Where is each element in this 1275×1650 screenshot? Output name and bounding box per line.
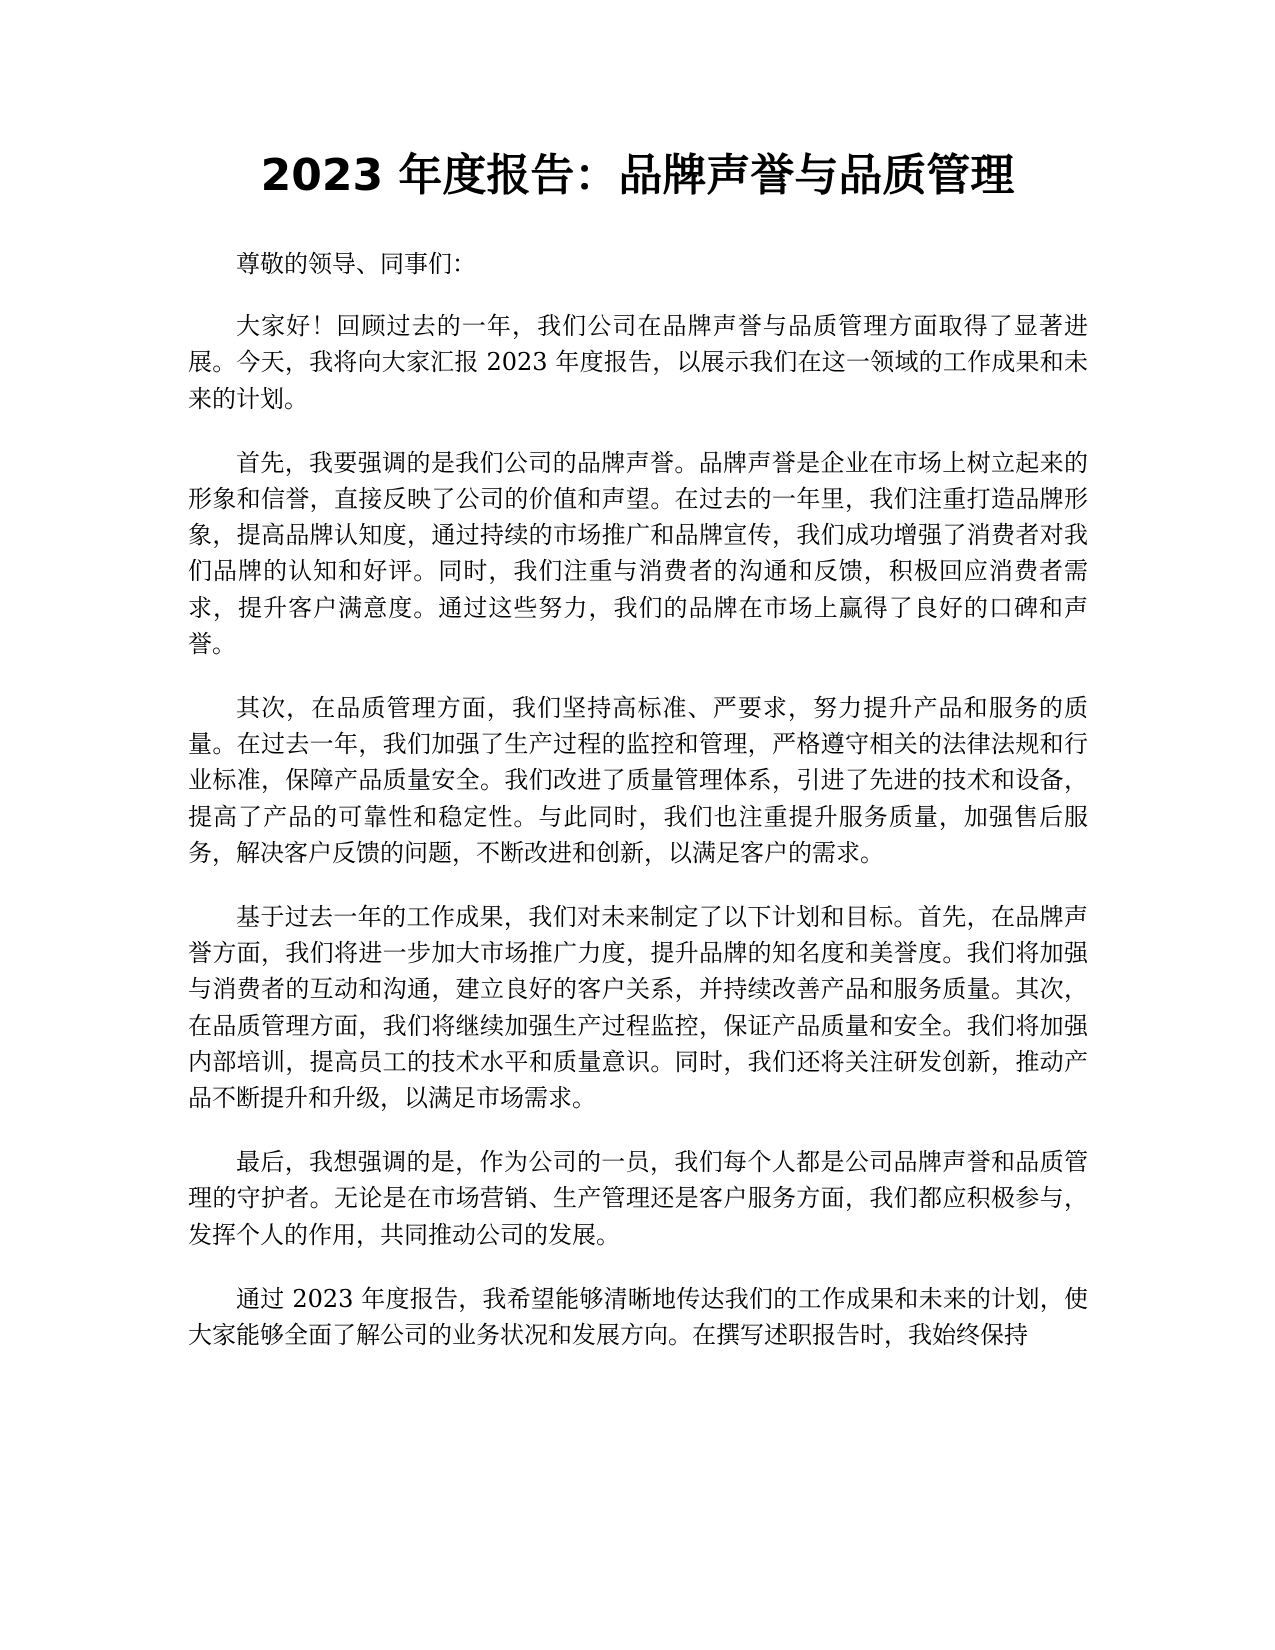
paragraph-quality-management: 其次，在品质管理方面，我们坚持高标准、严要求，努力提升产品和服务的质量。在过去一年，我们加强了生产过程的监控和管理，严格遵守相关的法律法规和行业标准，保障产品质量安全。我们改进了质量管理体系，引进了先进的技术和设备，提高了产品的可靠性和稳定性。与此同时，我们也注重提升服务质量，加强售后服务，解决客户反馈的问题，不断改进和创新，以满足客户的需求。 [188, 694, 1088, 867]
paragraph-brand-reputation: 首先，我要强调的是我们公司的品牌声誉。品牌声誉是企业在市场上树立起来的形象和信誉，直接反映了公司的价值和声望。在过去的一年里，我们注重打造品牌形象，提高品牌认知度，通过持续的市场推广和品牌宣传，我们成功增强了消费者对我们品牌的认知和好评。同时，我们注重与消费者的沟通和反馈，积极回应消费者需求，提升客户满意度。通过这些努力，我们的品牌在市场上赢得了良好的口碑和声誉。 [188, 448, 1088, 658]
paragraph-greeting: 尊敬的领导、同事们： [236, 250, 476, 278]
document-body [188, 246, 1088, 1381]
document-title: 2023 年度报告：品牌声誉与品质管理 [260, 150, 1015, 201]
paragraph-intro: 大家好！回顾过去的一年，我们公司在品牌声誉与品质管理方面取得了显著进展。今天，我将向大家汇报 2023 年度报告，以展示我们在这一领域的工作成果和未来的计划。 [188, 312, 1088, 413]
paragraph-conclusion: 最后，我想强调的是，作为公司的一员，我们每个人都是公司品牌声誉和品质管理的守护者。无论是在市场营销、生产管理还是客户服务方面，我们都应积极参与，发挥个人的作用，共同推动公司的发展。 [188, 1148, 1088, 1249]
paragraph-closing: 通过 2023 年度报告，我希望能够清晰地传达我们的工作成果和未来的计划，使大家能够全面了解公司的业务状况和发展方向。在撰写述职报告时，我始终保持 [188, 1284, 1088, 1350]
paragraph-future-plans: 基于过去一年的工作成果，我们对未来制定了以下计划和目标。首先，在品牌声誉方面，我们将进一步加大市场推广力度，提升品牌的知名度和美誉度。我们将加强与消费者的互动和沟通，建立良好的客户关系，并持续改善产品和服务质量。其次，在品质管理方面，我们将继续加强生产过程监控，保证产品质量和安全。我们将加强内部培训，提高员工的技术水平和质量意识。同时，我们还将关注研发创新，推动产品不断提升和升级，以满足市场需求。 [188, 903, 1088, 1113]
